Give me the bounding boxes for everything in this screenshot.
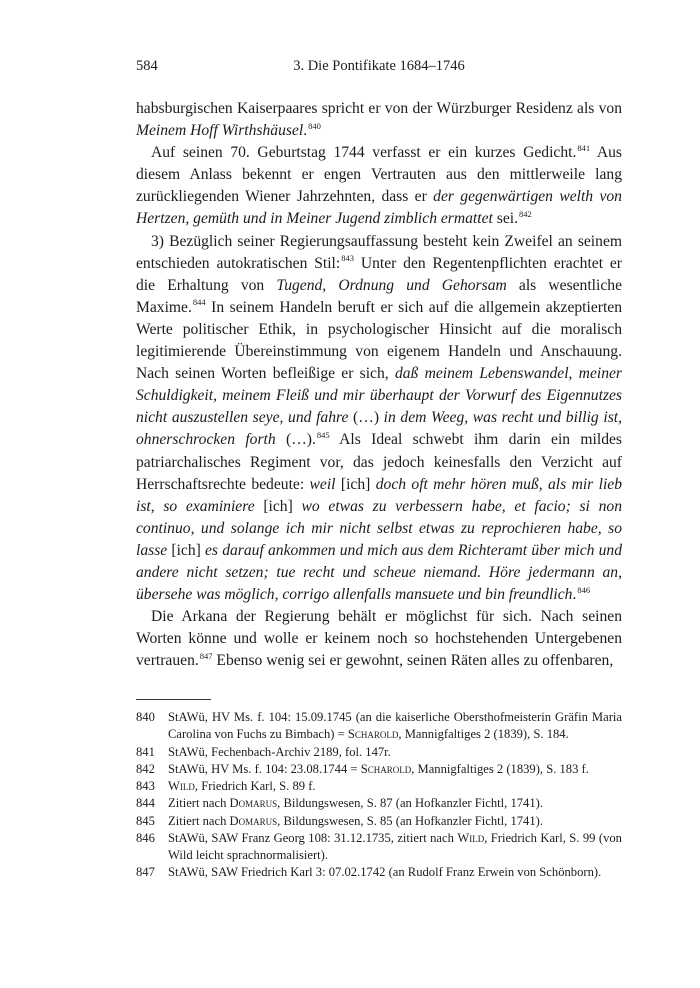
text-run: [ich] bbox=[254, 497, 302, 515]
text-run: (…) bbox=[348, 409, 384, 427]
footnote-number: 847 bbox=[136, 865, 155, 880]
text-run: Ebenso wenig sei er gewohnt, seinen Räten alles zu offenbaren, bbox=[212, 652, 614, 670]
footnote-ref[interactable]: 840 bbox=[308, 120, 321, 131]
text-run: Aus diesem Anlass bekennt er engen Vertrauten aus den mittlerweile lang zurückliegenden Wiener Jahrzehnten, dass er bbox=[136, 144, 622, 206]
footnote-text: , Bildungswesen, S. 85 (an Hofkanzler Fichtl, 1741). bbox=[277, 813, 543, 828]
text-run: (…). bbox=[275, 431, 316, 449]
footnote bbox=[136, 778, 622, 795]
paragraph-4 bbox=[136, 606, 622, 672]
footnote-ref[interactable]: 841 bbox=[577, 142, 591, 153]
footnote bbox=[136, 830, 622, 864]
footnote-text: , Mannigfaltiges 2 (1839), S. 183 f. bbox=[411, 761, 589, 776]
footnote-divider bbox=[136, 699, 211, 700]
author-name: Scharold bbox=[347, 727, 399, 742]
quotation: doch oft mehr hören muß, als mir lieb ist, so examiniere bbox=[136, 475, 622, 515]
footnote bbox=[136, 795, 622, 812]
text-run: . bbox=[572, 586, 577, 604]
quotation: weil bbox=[309, 475, 336, 493]
footnote-number: 844 bbox=[136, 796, 155, 811]
footnote-text: StAWü, HV Ms. f. 104: 15.09.1745 (an die kaiserliche Obersthofmeisterin Gräfin Maria Carolina von Fuchs zu Bimbach) = bbox=[168, 710, 622, 742]
footnote-text: StAWü, SAW Friedrich Karl 3: 07.02.1742 (an Rudolf Franz Erwein von Schönborn). bbox=[168, 865, 602, 880]
footnote bbox=[136, 813, 622, 830]
quotation: es darauf ankommen und mich aus dem Richteramt über mich und andere nicht setzen; tue recht und scheue niemand. Höre jedermann an, übersehe was möglich, corrigo allenfalls mansuete und bin freundlich bbox=[136, 541, 622, 604]
book-page bbox=[136, 58, 622, 881]
footnote bbox=[136, 761, 622, 778]
footnote-ref[interactable]: 847 bbox=[199, 650, 213, 661]
running-title: 3. Die Pontifikate 1684–1746 bbox=[293, 58, 465, 74]
footnote-ref[interactable]: 843 bbox=[341, 253, 354, 264]
footnote-number: 846 bbox=[136, 831, 155, 846]
text-run: . bbox=[303, 122, 308, 140]
footnote-text: Zitiert nach bbox=[168, 813, 230, 828]
text-run: Auf seinen 70. Geburtstag 1744 verfasst er ein kurzes Gedicht. bbox=[151, 144, 577, 162]
footnote-text: , Friedrich Karl, S. 99 (von Wild leicht sprachnormalisiert). bbox=[168, 831, 622, 862]
footnote-number: 845 bbox=[136, 813, 155, 828]
text-run: Unter den Regentenpflichten erachtet er die Erhaltung von bbox=[136, 254, 622, 294]
text-run: als wesentliche Maxime. bbox=[136, 276, 622, 316]
text-run: sei. bbox=[492, 210, 518, 228]
quotation: Meinem Hoff Wirthshäusel bbox=[136, 122, 304, 140]
author-name: Wild bbox=[457, 831, 485, 846]
paragraph-1 bbox=[136, 98, 622, 142]
footnote bbox=[136, 744, 622, 761]
footnotes bbox=[136, 709, 622, 880]
text-run: In seinem Handeln beruft er sich auf die allgemein akzeptierten Werte politischer Ethik, in psychologischer Hinsicht auf die moralisch legitimierende Übereinstimmung von eigenem Handeln und Anschauung. Nach seinen Worten befleißige er sich, bbox=[136, 298, 622, 383]
text-run: [ich] bbox=[167, 541, 206, 559]
footnote-ref[interactable]: 845 bbox=[316, 430, 330, 441]
footnote-text: , Bildungswesen, S. 87 (an Hofkanzler Fichtl, 1741). bbox=[277, 796, 543, 811]
footnote-text: StAWü, Fechenbach-Archiv 2189, fol. 147r. bbox=[168, 744, 391, 759]
text-run: 3) Bezüglich seiner Regierungsauffassung besteht kein Zweifel an seinem entschieden autokratischen Stil: bbox=[136, 232, 622, 272]
footnote-ref[interactable]: 846 bbox=[577, 584, 591, 595]
main-text bbox=[136, 98, 622, 672]
footnote-number: 841 bbox=[136, 744, 155, 759]
text-run: [ich] bbox=[335, 475, 376, 493]
author-name: Wild bbox=[168, 779, 195, 794]
author-name: Scharold bbox=[360, 761, 412, 776]
text-run: Die Arkana der Regierung behält er möglichst für sich. Nach seinen Worten könne und wolle er keinem noch so hochstehenden Untergebenen vertrauen. bbox=[136, 608, 622, 670]
footnote-ref[interactable]: 842 bbox=[518, 209, 532, 220]
quotation: wo etwas zu verbessern habe, et facio; si non continuo, und solange ich mir nicht selbst etwas zu reprochieren habe, so lasse bbox=[136, 497, 622, 559]
footnote-text: StAWü, SAW Franz Georg 108: 31.12.1735, zitiert nach bbox=[168, 831, 458, 846]
footnote bbox=[136, 864, 622, 881]
footnote-number: 840 bbox=[136, 710, 155, 725]
footnote-text: , Friedrich Karl, S. 89 f. bbox=[194, 779, 316, 794]
footnote-text: StAWü, HV Ms. f. 104: 23.08.1744 = bbox=[168, 761, 361, 776]
author-name: Domarus bbox=[229, 813, 278, 828]
footnote-text: Zitiert nach bbox=[168, 796, 230, 811]
quotation: in dem Weeg, was recht und billig ist, ohnerschrocken forth bbox=[136, 409, 622, 449]
quotation: Tugend, Ordnung und Gehorsam bbox=[276, 276, 507, 294]
text-run: Als Ideal schwebt ihm darin ein mildes patriarchalisches Regiment vor, das jedoch keinesfalls den Verzicht auf Herrschaftsrechte bedeute: bbox=[136, 431, 622, 493]
footnote-number: 843 bbox=[136, 779, 155, 794]
paragraph-2 bbox=[136, 142, 622, 230]
footnote-text: , Mannigfaltiges 2 (1839), S. 184. bbox=[398, 727, 569, 742]
page-number: 584 bbox=[136, 58, 158, 74]
paragraph-3 bbox=[136, 231, 622, 607]
quotation: der gegenwärtigen welth von Hertzen, gemüth und in Meiner Jugend zimblich ermattet bbox=[136, 188, 622, 228]
footnote-ref[interactable]: 844 bbox=[192, 297, 206, 308]
quotation: daß meinem Lebenswandel, meiner Schuldigkeit, meinem Fleiß und mir überhaupt der Vorwurf des Eigennutzes nicht auszustellen seye, und fahre bbox=[136, 365, 622, 427]
footnote-number: 842 bbox=[136, 761, 155, 776]
text-run: habsburgischen Kaiserpaares spricht er von der Würzburger Residenz als von bbox=[136, 100, 622, 117]
author-name: Domarus bbox=[229, 796, 278, 811]
running-header bbox=[136, 58, 622, 82]
footnote bbox=[136, 709, 622, 743]
